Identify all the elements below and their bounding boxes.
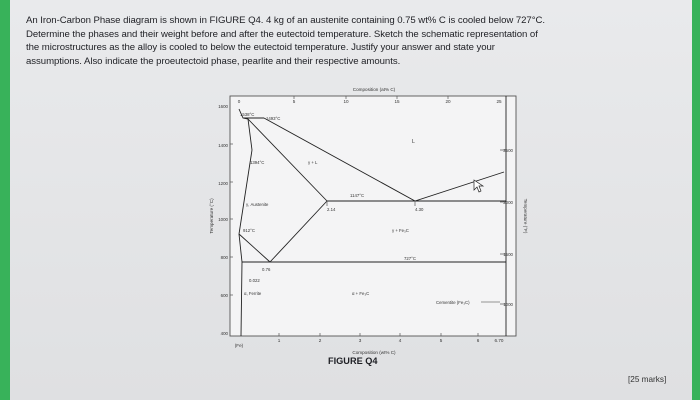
top-tick: 25 [496, 99, 502, 104]
label-gamma-l: γ + L [308, 160, 318, 165]
left-axis-title: Temperature (°C) [209, 198, 214, 234]
top-tick: 10 [343, 99, 349, 104]
iron-carbon-phase-diagram [206, 86, 526, 356]
label-liquid: L [412, 139, 415, 145]
question-line: An Iron-Carbon Phase diagram is shown in FIGURE Q4. 4 kg of an austenite containing 0.75 wt% C is cooled below 727°C. [26, 15, 545, 26]
label-214: 2.14 [327, 207, 336, 212]
bottom-tick: 6 [476, 338, 480, 343]
label-austenite: γ, Austenite [246, 202, 269, 207]
left-tick: 1400 [218, 143, 228, 148]
top-tick: 20 [445, 99, 451, 104]
bottom-tick: 5 [439, 338, 443, 343]
bottom-tick: 1 [277, 338, 281, 343]
right-border-band [692, 0, 700, 400]
question-text [26, 14, 676, 68]
label-1147: 1147°C [350, 193, 365, 198]
label-727: 727°C [404, 256, 416, 261]
left-tick: 1600 [218, 104, 228, 109]
right-axis-title: Temperature (°F) [523, 198, 528, 234]
bottom-axis-title: Composition (wt% C) [352, 350, 396, 355]
label-cementite: Cementite (Fe₃C) [436, 300, 470, 305]
label-912: 912°C [243, 228, 255, 233]
bottom-tick: 6.70 [494, 338, 504, 343]
figure-caption: FIGURE Q4 [328, 356, 378, 366]
left-tick: 1000 [218, 217, 228, 222]
label-1538: 1538°C [240, 112, 255, 117]
bottom-tick: 2 [318, 338, 322, 343]
label-ferrite: α, Ferrite [244, 291, 262, 296]
top-tick: 0 [237, 99, 241, 104]
question-line: Determine the phases and their weight before and after the eutectoid temperature. Sketch the schematic representation of [26, 28, 538, 40]
label-0022: 0.022 [249, 278, 260, 283]
label-076: 0.76 [262, 267, 271, 272]
marks-label: [25 marks] [628, 375, 667, 384]
left-tick: 1200 [218, 181, 228, 186]
top-tick: 15 [394, 99, 400, 104]
left-border-band [0, 0, 10, 400]
right-tick: 1500 [503, 252, 513, 257]
label-430: 4.30 [415, 207, 424, 212]
right-tick: 2000 [503, 200, 513, 205]
left-tick: 400 [220, 331, 228, 336]
label-gamma-fe3c: γ + Fe₃C [392, 228, 409, 233]
question-line: the microstructures as the alloy is cooled to below the eutectoid temperature. Justify your answer and state your [26, 42, 495, 54]
plot-frame [230, 96, 516, 336]
label-1493: 1493°C [266, 116, 281, 121]
question-line: assumptions. Also indicate the proeutectoid phase, pearlite and their respective amounts. [26, 55, 401, 67]
right-tick: 1000 [503, 302, 513, 307]
label-1394: 1394°C [250, 160, 265, 165]
label-alpha-fe3c: α + Fe₃C [352, 291, 370, 296]
left-tick: 800 [220, 255, 228, 260]
bottom-tick: 3 [358, 338, 362, 343]
bottom-tick: (Fe) [234, 343, 244, 348]
right-tick: 2500 [503, 148, 513, 153]
bottom-tick: 4 [398, 338, 402, 343]
left-tick: 600 [220, 293, 228, 298]
top-tick: 5 [292, 99, 296, 104]
document-page [10, 0, 692, 400]
top-axis-title: Composition (at% C) [352, 87, 396, 92]
